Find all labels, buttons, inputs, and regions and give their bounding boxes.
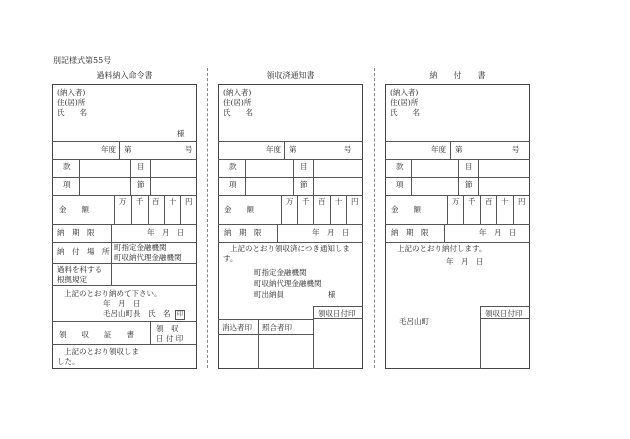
form1-kou: 項 [63,180,71,189]
form1-receipt-text-2: した。 [57,357,80,366]
form3-nendo: 年度 [431,145,446,154]
form2-kou: 項 [229,180,237,189]
form2-notice-2: す。 [223,254,238,263]
form1-dai: 第 [124,145,132,154]
form2-notice-1: 上記のとおり領収済につき通知しま [230,244,350,253]
form1-digit-man: 万 [119,197,127,206]
form2-dai: 第 [289,145,297,154]
form1-notice: 上記のとおり納めて下さい。 [64,289,162,298]
form1-payer-label: (納入者) [57,88,86,97]
form1-receipt-text-1: 上記のとおり領収しま [64,347,139,356]
form3-notice: 上記のとおり納付します。 [397,244,487,253]
form2-name-label: 氏 名 [223,108,253,117]
form1-receipt-stamp-2: 日 付 印 [156,334,184,343]
form2-receipt-stamp: 領収日付印 [318,309,356,318]
form1-due-date: 年 月 日 [147,228,185,237]
form1-setsu: 節 [137,180,145,189]
form3-kou: 項 [396,180,404,189]
form2-nendo: 年度 [266,145,281,154]
form2-title: 領収済通知書 [266,71,315,80]
form3-name-label: 氏 名 [390,108,420,117]
form2-digit-en: 円 [351,197,359,206]
form2-address-label: 住(居)所 [223,98,252,107]
form2-verify-stamp: 照合者印 [262,323,292,332]
form1-bank-2: 町収納代理金融機関 [114,253,182,262]
cut-line-1 [207,68,208,368]
form1-moku: 目 [137,162,145,171]
form3-digit-en: 円 [518,197,526,206]
form2-digit-juu: 十 [335,197,343,206]
form3-go: 号 [512,145,520,154]
form1-basis-2: 根拠規定 [57,275,87,284]
doc-label: 別記様式第55号 [53,56,112,65]
form1-address-label: 住(居)所 [57,98,86,107]
form3-digit-hyaku: 百 [485,197,493,206]
form1-sama: 様 [177,129,185,138]
form3-dai: 第 [455,145,463,154]
form1-digit-en: 円 [185,197,193,206]
form2-digit-hyaku: 百 [318,197,326,206]
form1-basis-1: 過料を科する [57,265,102,274]
form3-moku: 目 [465,162,473,171]
form1-nendo: 年度 [101,145,116,154]
form2-clear-stamp: 消込者印 [222,323,252,332]
form2-due-label: 納 期 限 [224,228,262,237]
form3-due-label: 納 期 限 [391,228,429,237]
form3-receipt-stamp: 領収日付印 [485,309,523,318]
form2-due-date: 年 月 日 [312,228,350,237]
form1-issuer: 毛呂山町長 氏 名 印 [103,309,183,318]
form3-frame [385,84,530,369]
form2-moku: 目 [300,162,308,171]
form1-place-label: 納 付 場 所 [57,247,110,256]
form2-go: 号 [344,145,352,154]
form1-seal: 印 [176,311,183,318]
form1-bank-1: 町指定金融機関 [114,243,167,252]
form2-payer-label: (納入者) [223,88,252,97]
form3-setsu: 節 [465,180,473,189]
form3-digit-juu: 十 [501,197,509,206]
form1-due-label: 納 期 限 [57,228,95,237]
form1-name-label: 氏 名 [57,108,87,117]
form3-notice-date: 年 月 日 [446,257,484,266]
form2-kan: 款 [229,162,237,171]
form1-amount-label: 金 額 [59,205,89,214]
form1-digit-hyaku: 百 [152,197,160,206]
form1-receipt-stamp-1: 領 収 [156,324,179,333]
form1-go: 号 [185,145,193,154]
form2-digit-sen: 千 [302,197,310,206]
form3-amount-label: 金 額 [391,205,421,214]
form2-bank-3: 町出納員 [254,290,284,299]
form2-amount-label: 金 額 [224,205,254,214]
form3-town: 毛呂山町 [399,317,429,326]
form1-notice-date: 年 月 日 [103,299,141,308]
cut-line-2 [374,68,375,368]
form3-digit-sen: 千 [468,197,476,206]
form2-bank-2: 町収納代理金融機関 [254,279,322,288]
form2-sama: 様 [328,290,336,299]
form3-title: 納 付 書 [429,71,486,80]
form3-kan: 款 [396,162,404,171]
form1-title: 過料納入命令書 [96,71,153,80]
form1-digit-sen: 千 [136,197,144,206]
form3-payer-label: (納入者) [390,88,419,97]
form2-setsu: 節 [300,180,308,189]
form3-digit-man: 万 [452,197,460,206]
form1-receipt-label: 領 収 証 書 [59,330,134,339]
form2-bank-1: 町指定金融機関 [254,268,307,277]
form2-digit-man: 万 [286,197,294,206]
form3-address-label: 住(居)所 [390,98,419,107]
form1-kan: 款 [63,162,71,171]
form3-due-date: 年 月 日 [479,228,517,237]
form1-digit-juu: 十 [169,197,177,206]
